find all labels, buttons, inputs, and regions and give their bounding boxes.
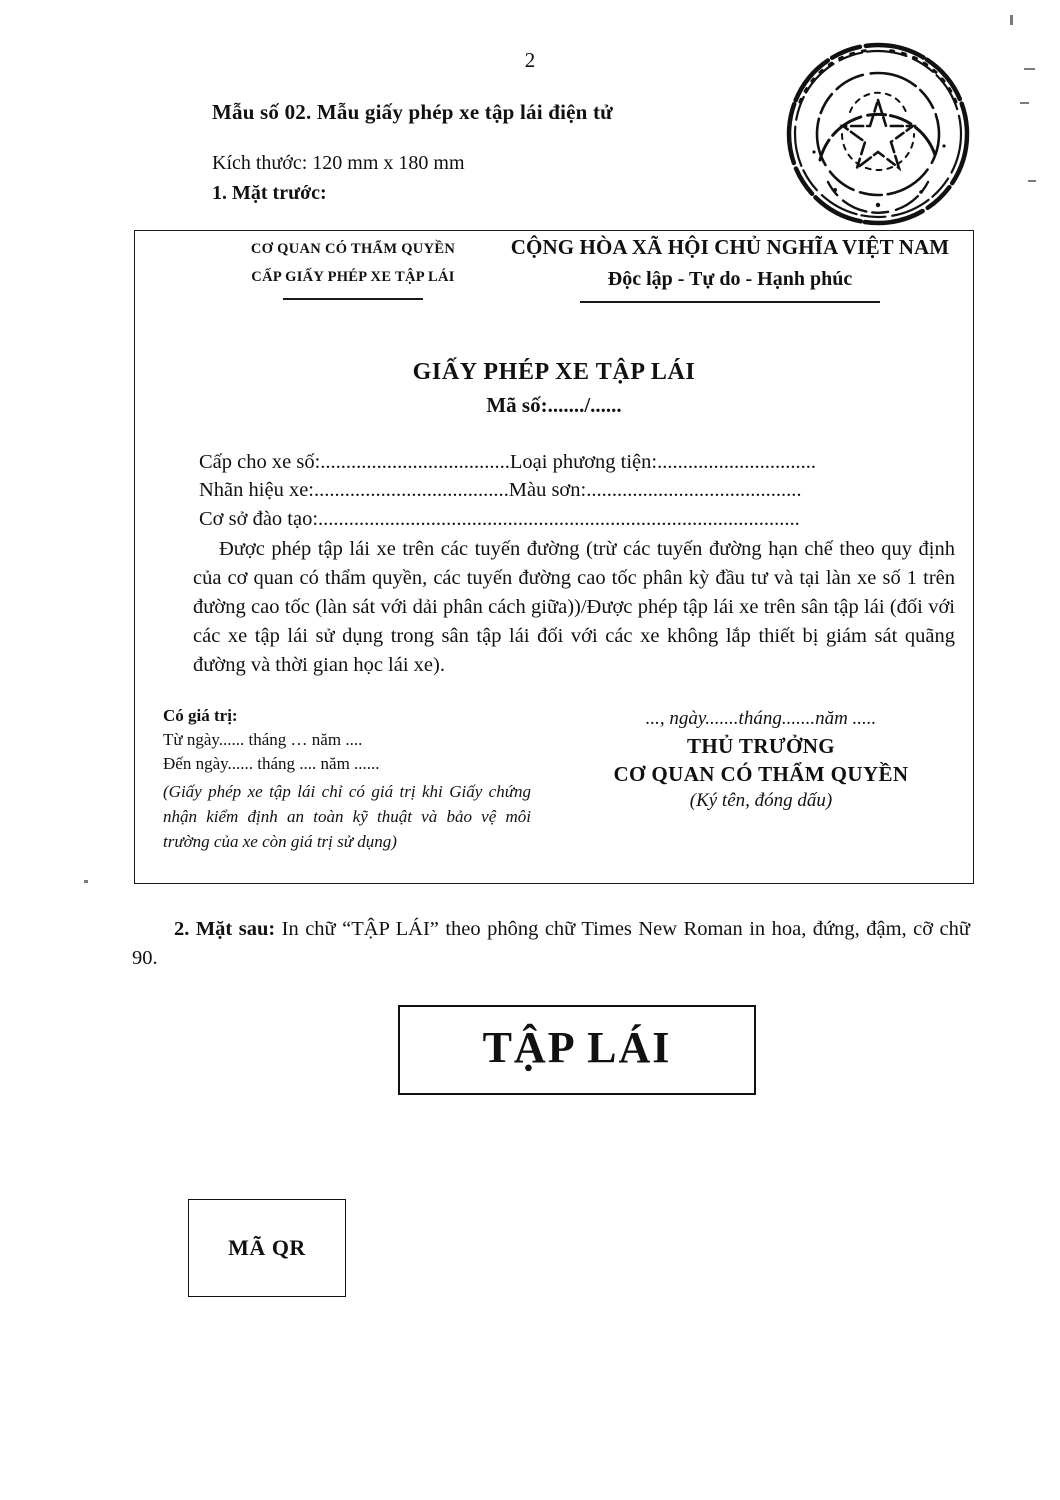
certificate-header <box>135 231 973 341</box>
certificate-fields <box>135 448 973 533</box>
validity-note: (Giấy phép xe tập lái chỉ có giá trị khi Giấy chứng nhận kiểm định an toàn kỹ thuật và bảo vệ môi trường của xe còn giá trị sử dụng) <box>163 782 531 851</box>
issuing-authority-block <box>193 239 513 300</box>
validity-title: Có giá trị: <box>163 706 238 726</box>
size-line: Kích thước: 120 mm x 180 mm <box>212 152 465 174</box>
back-side-text: In chữ “TẬP LÁI” theo phông chữ Times New Roman in hoa, đứng, đậm, cỡ chữ 90. <box>132 918 970 970</box>
taplai-sign-box <box>398 1005 756 1095</box>
certificate-title-block <box>135 359 973 418</box>
national-heading-block <box>505 235 955 303</box>
page-number: 2 <box>524 48 536 72</box>
signature-role-line1: THỦ TRƯỞNG <box>686 734 836 759</box>
back-side-note <box>132 915 970 973</box>
field-vehicle-brand: Nhãn hiệu xe:......................................Màu sơn:.......................................... <box>199 479 802 502</box>
national-name: CỘNG HÒA XÃ HỘI CHỦ NGHĨA VIỆT NAM <box>510 235 950 259</box>
field-vehicle-number: Cấp cho xe số:.....................................Loại phương tiện:............................... <box>199 451 816 473</box>
signature-role-line2: CƠ QUAN CÓ THẨM QUYỀN <box>613 762 909 787</box>
qr-code-placeholder-box <box>188 1199 346 1297</box>
validity-block <box>163 706 563 854</box>
field-training-facility: Cơ sở đào tạo:.............................................................................................. <box>199 507 800 530</box>
taplai-text: TẬP LÁI <box>482 1022 672 1072</box>
certificate-title: GIẤY PHÉP XE TẬP LÁI <box>412 359 696 385</box>
certificate-code-line: Mã số:......./...... <box>486 393 622 417</box>
validity-from: Từ ngày...... tháng … năm .... <box>163 730 363 750</box>
signature-block <box>563 706 959 854</box>
authority-divider <box>283 298 423 300</box>
permission-paragraph: Được phép tập lái xe trên các tuyến đường (trừ các tuyến đường hạn chế theo quy định của cơ quan có thẩm quyền, các tuyến đường cao tốc phân kỳ đầu tư và tại làn xe số 1 trên đường cao tốc (làn sát với dải phân cách giữa))/Được phép tập lái xe trên sân tập lái (đối với các xe tập lái sử dụng trong sân tập lái đối với các xe không lắp thiết bị giám sát quãng đường và thời gian học lái xe). <box>193 537 955 677</box>
national-motto: Độc lập - Tự do - Hạnh phúc <box>607 268 853 290</box>
signature-date-line: ..., ngày.......tháng.......năm ..... <box>645 708 877 730</box>
scan-artifact-mark <box>84 880 88 883</box>
qr-placeholder-text: MÃ QR <box>228 1235 306 1260</box>
validity-to: Đến ngày...... tháng .... năm ...... <box>163 754 380 774</box>
issuing-authority-line1: CƠ QUAN CÓ THẨM QUYỀN <box>250 241 456 257</box>
scan-artifact-mark <box>1020 102 1029 104</box>
issuing-authority-line2: CẤP GIẤY PHÉP XE TẬP LÁI <box>251 268 455 285</box>
motto-divider <box>580 301 880 303</box>
certificate-lower-section <box>135 706 973 854</box>
scan-artifact-mark <box>1024 68 1035 70</box>
scan-artifact-mark <box>1010 15 1013 25</box>
scan-artifact-mark <box>1028 180 1036 182</box>
page-title: Mẫu số 02. Mẫu giấy phép xe tập lái điện tử <box>212 100 613 124</box>
signature-hint: (Ký tên, đóng dấu) <box>689 790 833 812</box>
front-side-label: 1. Mặt trước: <box>212 182 327 204</box>
back-side-label: 2. Mặt sau: <box>174 918 276 940</box>
certificate-front-box <box>134 230 974 884</box>
